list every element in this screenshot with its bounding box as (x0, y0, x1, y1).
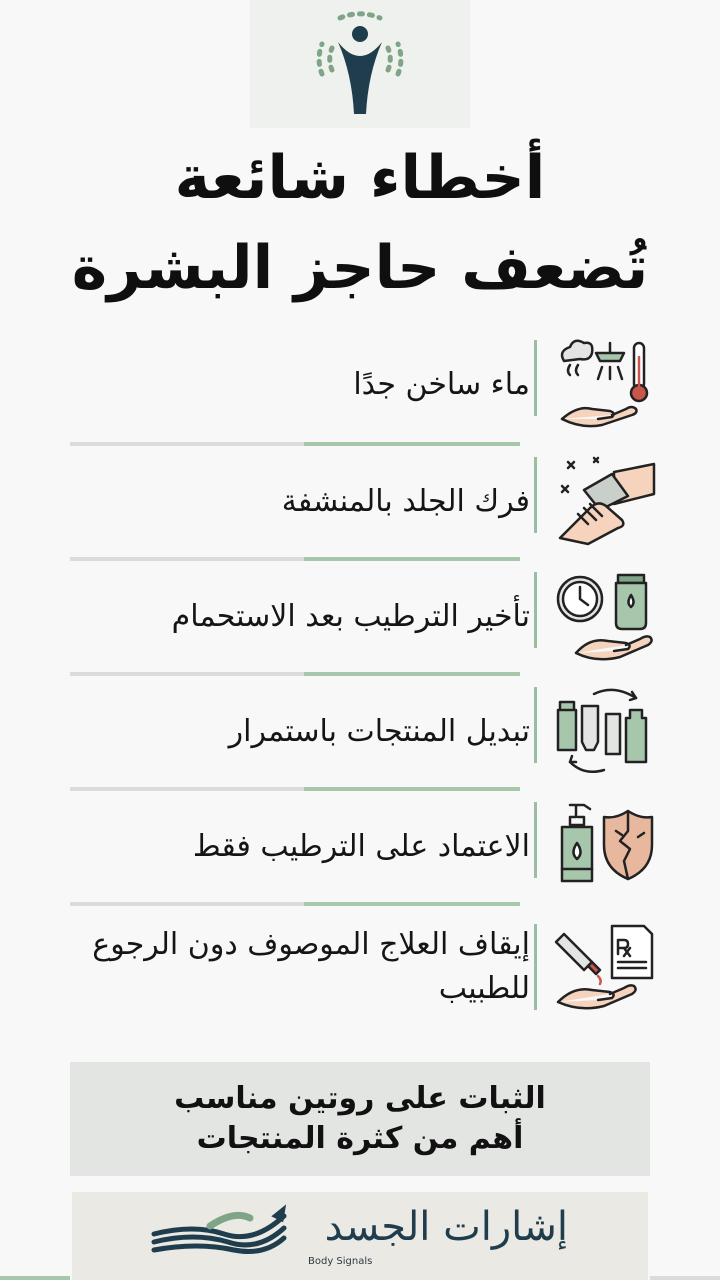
item-text: تأخير الترطيب بعد الاستحمام (171, 599, 530, 634)
pump-bottle-cracked-shield-icon (554, 797, 660, 893)
body-signals-logo-icon (300, 4, 420, 124)
separator (70, 442, 520, 446)
item-text: فرك الجلد بالمنشفة (281, 484, 530, 519)
hot-shower-thermometer-icon (554, 335, 660, 431)
logo-box (250, 0, 470, 128)
divider (534, 572, 537, 648)
list-item (70, 797, 660, 897)
list-item (70, 452, 660, 552)
divider (534, 457, 537, 533)
item-text: تبديل المنتجات باستمرار (228, 714, 530, 749)
separator (70, 902, 520, 906)
separator (70, 557, 520, 561)
bottom-edge-right (650, 1276, 720, 1280)
item-text: ماء ساخن جدًا (353, 367, 530, 402)
brand-name-arabic: إشارات الجسد (324, 1204, 568, 1250)
list-item (70, 912, 660, 1022)
brand-swoosh-icon (150, 1200, 310, 1260)
item-text: إيقاف العلاج الموصوف دون الرجوع للطبيب (92, 927, 530, 1006)
bottom-edge-left (0, 1276, 70, 1280)
callout-box (70, 1062, 650, 1176)
switching-products-icon (554, 682, 660, 778)
list-item (70, 682, 660, 782)
item-text: الاعتماد على الترطيب فقط (192, 829, 530, 864)
footer-brand (72, 1192, 648, 1280)
list-item (70, 335, 660, 435)
separator (70, 672, 520, 676)
callout-line-1: الثبات على روتين مناسب (174, 1081, 546, 1116)
clock-moisturizer-icon (554, 567, 660, 663)
prescription-ointment-icon (554, 918, 660, 1014)
divider (534, 340, 537, 416)
brand-name-english: Body Signals (308, 1256, 373, 1267)
divider (534, 687, 537, 763)
callout-line-2: أهم من كثرة المنتجات (196, 1121, 524, 1156)
title-line-1: أخطاء شائعة (174, 143, 546, 213)
title-line-2: تُضعف حاجز البشرة (71, 233, 649, 303)
separator (70, 787, 520, 791)
towel-rubbing-icon (554, 452, 660, 548)
divider (534, 924, 537, 1010)
list-item (70, 567, 660, 667)
divider (534, 802, 537, 878)
